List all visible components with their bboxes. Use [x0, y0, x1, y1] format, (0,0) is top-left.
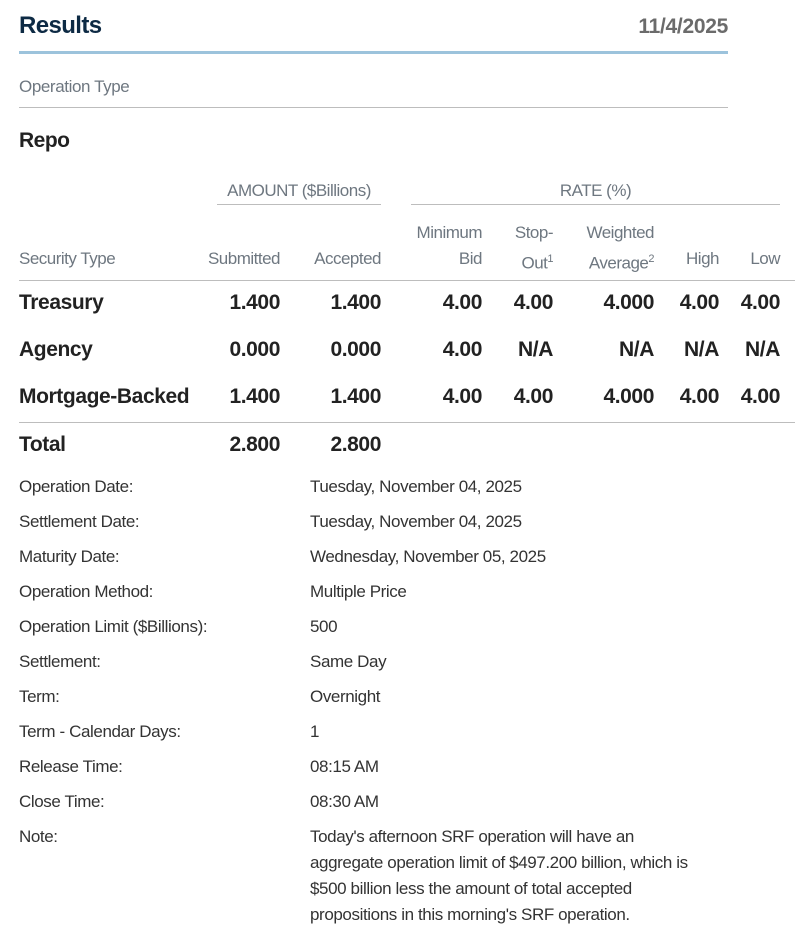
- rate-group-header: RATE (%): [559, 181, 632, 200]
- detail-label: Settlement Date:: [19, 512, 140, 531]
- operation-type-divider: [19, 107, 728, 108]
- label-line2: Out: [521, 253, 548, 273]
- footnote-marker: 2: [648, 253, 654, 265]
- detail-value: Multiple Price: [310, 582, 407, 601]
- header-divider: [19, 280, 795, 281]
- column-header-high: High: [686, 249, 719, 268]
- detail-label: Close Time:: [19, 792, 105, 811]
- cell-low: 4.00: [740, 291, 780, 314]
- detail-value: Same Day: [310, 652, 387, 671]
- cell-accepted: 1.400: [330, 385, 381, 408]
- cell-submitted: 1.400: [229, 291, 280, 314]
- note-text-line: propositions in this morning's SRF operation.: [310, 905, 630, 924]
- label-line2: Bid: [458, 249, 482, 268]
- column-header-security-type: Security Type: [19, 249, 116, 268]
- page-title: Results: [19, 12, 102, 39]
- detail-value: 08:15 AM: [310, 757, 379, 776]
- detail-value: Tuesday, November 04, 2025: [310, 477, 522, 496]
- label-line2: Average: [588, 253, 649, 273]
- results-date: 11/4/2025: [638, 15, 728, 38]
- note-text-line: aggregate operation limit of $497.200 billion, which is: [310, 853, 688, 872]
- total-divider: [19, 422, 795, 423]
- total-accepted: 2.800: [330, 433, 381, 456]
- amount-group-header: AMOUNT ($Billions): [227, 181, 371, 200]
- detail-label: Maturity Date:: [19, 547, 120, 566]
- cell-submitted: 1.400: [229, 385, 280, 408]
- operation-type-label: Operation Type: [19, 77, 130, 96]
- cell-accepted: 0.000: [330, 338, 381, 361]
- cell-stop-out: 4.00: [513, 385, 553, 408]
- detail-value: Wednesday, November 05, 2025: [310, 547, 546, 566]
- cell-minimum-bid: 4.00: [442, 338, 482, 361]
- cell-weighted-average: 4.000: [603, 385, 654, 408]
- label-line1: Minimum: [416, 223, 482, 242]
- column-header-minimum-bid: [417, 220, 482, 272]
- detail-label: Operation Date:: [19, 477, 134, 496]
- cell-low: N/A: [745, 338, 780, 361]
- note-text-line: $500 billion less the amount of total accepted: [310, 879, 632, 898]
- detail-value: 1: [310, 722, 320, 741]
- detail-label: Operation Limit ($Billions):: [19, 617, 208, 636]
- column-header-stop-out: [515, 220, 553, 277]
- cell-weighted-average: N/A: [619, 338, 654, 361]
- detail-label: Term:: [19, 687, 60, 706]
- detail-value: 500: [310, 617, 338, 636]
- total-submitted: 2.800: [229, 433, 280, 456]
- detail-label: Operation Method:: [19, 582, 154, 601]
- cell-security-type: Mortgage-Backed: [19, 385, 190, 408]
- detail-value: Overnight: [310, 687, 381, 706]
- cell-minimum-bid: 4.00: [442, 291, 482, 314]
- cell-minimum-bid: 4.00: [442, 385, 482, 408]
- detail-value: 08:30 AM: [310, 792, 379, 811]
- cell-high: 4.00: [679, 291, 719, 314]
- cell-weighted-average: 4.000: [603, 291, 654, 314]
- detail-label: Settlement:: [19, 652, 101, 671]
- label-line1: Weighted: [586, 223, 654, 242]
- total-security-type: Total: [19, 433, 66, 456]
- detail-label: Release Time:: [19, 757, 123, 776]
- detail-label: Term - Calendar Days:: [19, 722, 181, 741]
- column-header-weighted-average: [586, 220, 654, 277]
- cell-submitted: 0.000: [229, 338, 280, 361]
- column-header-accepted: Accepted: [314, 249, 381, 268]
- cell-high: N/A: [684, 338, 719, 361]
- column-header-low: Low: [750, 249, 780, 268]
- cell-low: 4.00: [740, 385, 780, 408]
- cell-security-type: Agency: [19, 338, 93, 361]
- cell-accepted: 1.400: [330, 291, 381, 314]
- note-text-line: Today's afternoon SRF operation will have an: [310, 827, 634, 846]
- footnote-marker: 1: [547, 253, 553, 265]
- cell-security-type: Treasury: [19, 291, 104, 314]
- operation-type-value: Repo: [19, 129, 70, 152]
- amount-group-divider: [217, 204, 381, 205]
- cell-high: 4.00: [679, 385, 719, 408]
- rate-group-divider: [411, 204, 780, 205]
- detail-value: Tuesday, November 04, 2025: [310, 512, 522, 531]
- title-divider: [19, 51, 728, 54]
- cell-stop-out: N/A: [518, 338, 553, 361]
- note-label: Note:: [19, 827, 58, 846]
- cell-stop-out: 4.00: [513, 291, 553, 314]
- label-line1: Stop-: [514, 223, 553, 242]
- column-header-submitted: Submitted: [207, 249, 280, 268]
